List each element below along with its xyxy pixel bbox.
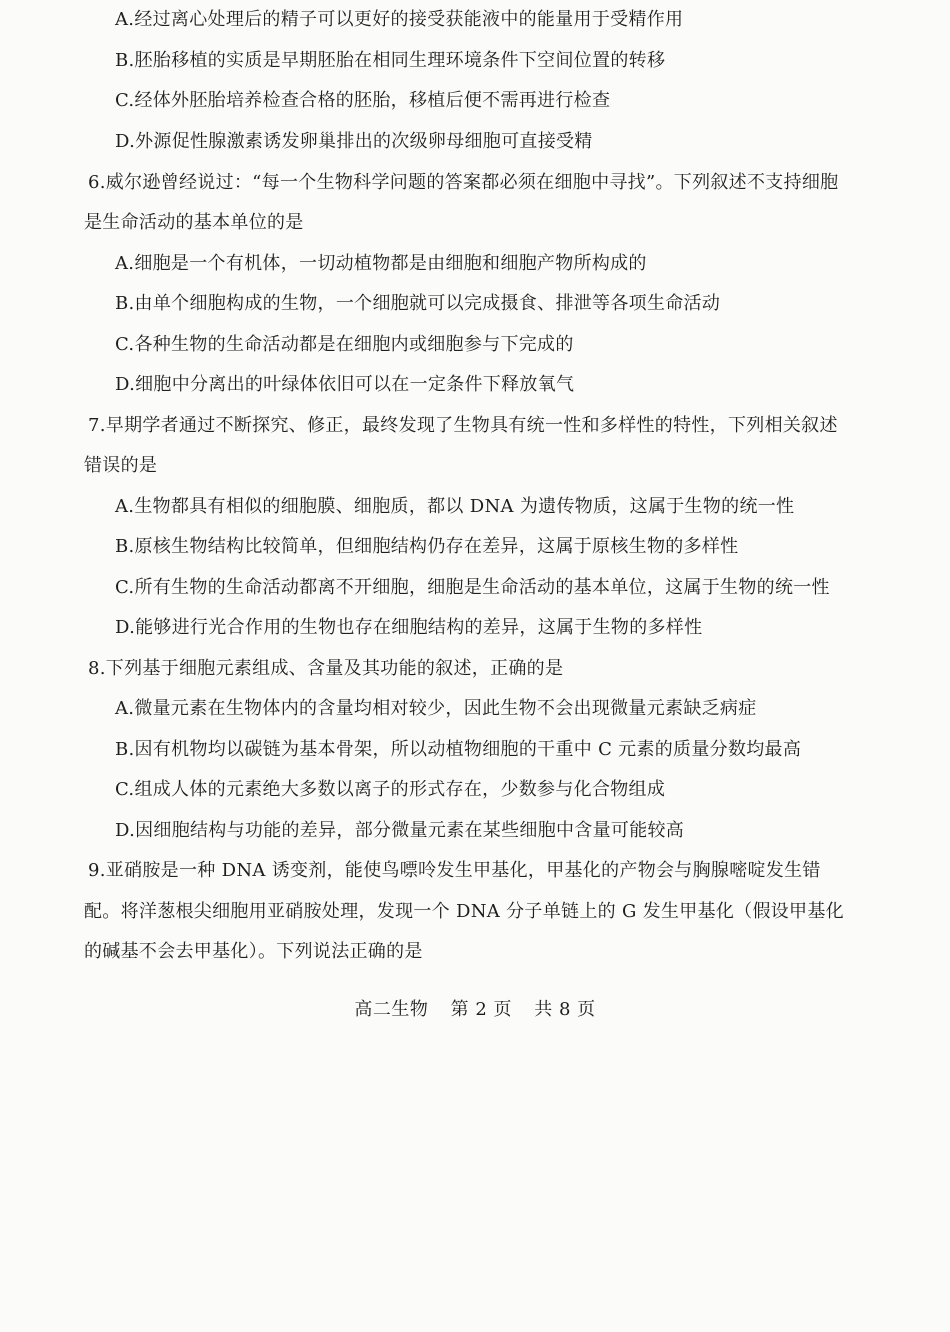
q9-stem-line3: 的碱基不会去甲基化）。下列说法正确的是 xyxy=(84,941,423,962)
q5-option-c: C.经体外胚胎培养检查合格的胚胎，移植后便不需再进行检查 xyxy=(115,90,611,111)
q6-option-b: B.由单个细胞构成的生物，一个细胞就可以完成摄食、排泄等各项生命活动 xyxy=(115,293,721,314)
q7-option-b: B.原核生物结构比较简单，但细胞结构仍存在差异，这属于原核生物的多样性 xyxy=(115,536,739,557)
q8-stem-line1: 8.下列基于细胞元素组成、含量及其功能的叙述，正确的是 xyxy=(88,658,564,679)
q7-stem-line1: 7.早期学者通过不断探究、修正，最终发现了生物具有统一性和多样性的特性，下列相关叙述 xyxy=(88,415,838,436)
q6-stem-line2: 是生命活动的基本单位的是 xyxy=(84,212,304,233)
q5-option-d: D.外源促性腺激素诱发卵巢排出的次级卵母细胞可直接受精 xyxy=(115,131,593,152)
q7-option-a: A.生物都具有相似的细胞膜、细胞质，都以 DNA 为遗传物质，这属于生物的统一性 xyxy=(115,496,795,517)
footer-subject: 高二生物 xyxy=(354,999,429,1020)
q6-stem-line1: 6.威尔逊曾经说过：“每一个生物科学问题的答案都必须在细胞中寻找”。下列叙述不支持细胞 xyxy=(88,172,839,193)
q8-option-b: B.因有机物均以碳链为基本骨架，所以动植物细胞的干重中 C 元素的质量分数均最高 xyxy=(115,739,802,760)
q8-option-d: D.因细胞结构与功能的差异，部分微量元素在某些细胞中含量可能较高 xyxy=(115,820,685,841)
q6-option-a: A.细胞是一个有机体，一切动植物都是由细胞和细胞产物所构成的 xyxy=(115,253,647,274)
page-footer xyxy=(0,998,950,1022)
q5-option-b: B.胚胎移植的实质是早期胚胎在相同生理环境条件下空间位置的转移 xyxy=(115,50,666,71)
q7-stem-line2: 错误的是 xyxy=(84,455,158,476)
footer-page-number: 第 2 页 xyxy=(450,999,512,1020)
q9-stem-line1: 9.亚硝胺是一种 DNA 诱变剂，能使鸟嘌呤发生甲基化，甲基化的产物会与胸腺嘧啶发生错 xyxy=(88,860,821,881)
q6-option-c: C.各种生物的生命活动都是在细胞内或细胞参与下完成的 xyxy=(115,334,574,355)
footer-total-pages: 共 8 页 xyxy=(534,999,596,1020)
q9-stem-line2: 配。将洋葱根尖细胞用亚硝胺处理，发现一个 DNA 分子单链上的 G 发生甲基化（假设甲基化 xyxy=(84,901,844,922)
q8-option-c: C.组成人体的元素绝大多数以离子的形式存在，少数参与化合物组成 xyxy=(115,779,666,800)
q7-option-c: C.所有生物的生命活动都离不开细胞，细胞是生命活动的基本单位，这属于生物的统一性 xyxy=(115,577,830,598)
q7-option-d: D.能够进行光合作用的生物也存在细胞结构的差异，这属于生物的多样性 xyxy=(115,617,703,638)
q6-option-d: D.细胞中分离出的叶绿体依旧可以在一定条件下释放氧气 xyxy=(115,374,575,395)
q5-option-a: A.经过离心处理后的精子可以更好的接受获能液中的能量用于受精作用 xyxy=(115,9,684,30)
q8-option-a: A.微量元素在生物体内的含量均相对较少，因此生物不会出现微量元素缺乏病症 xyxy=(115,698,757,719)
